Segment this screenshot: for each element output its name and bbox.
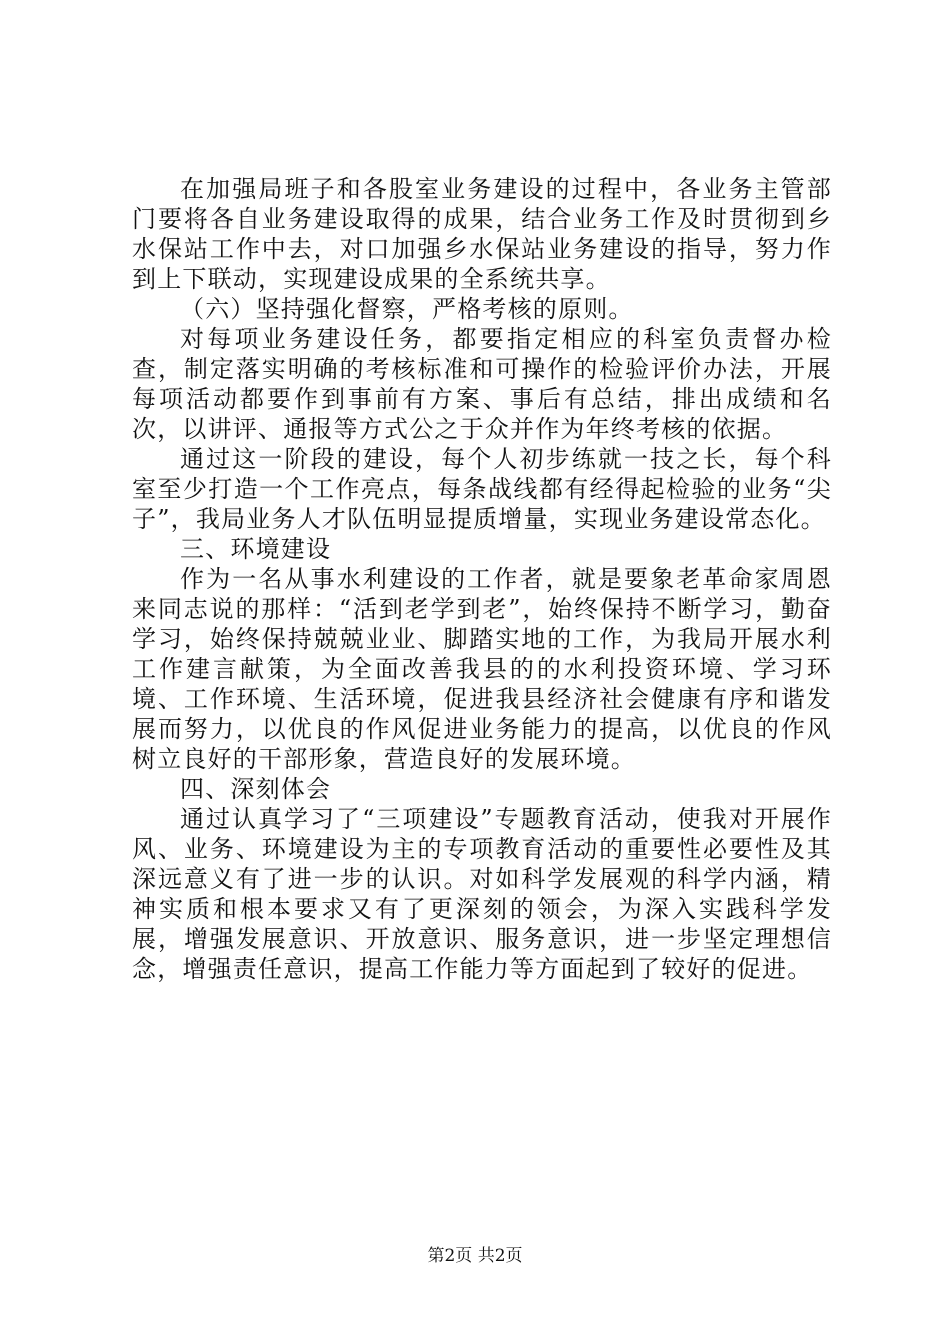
page-footer: 第2页 共2页 [427,1246,523,1266]
paragraph-reflection: 通过认真学习了“三项建设”专题教育活动，使我对开展作风、业务、环境建设为主的专项教育活动的重要性必要性及其深远意义有了进一步的认识。对如科学发展观的科学内涵，精神实质和根本要求又有了更深刻的领会，为深入实践科学发展，增强发展意识、开放意识、服务意识，进一步坚定理想信念，增强责任意识，提高工作能力等方面起到了较好的促进。 [132,805,832,983]
document-body [132,174,832,984]
section-heading-reflection: 四、深刻体会 [180,775,332,803]
paragraph-stage-results: 通过这一阶段的建设，每个人初步练就一技之长，每个科室至少打造一个工作亮点，每条战线都有经得起检验的业务“尖子”，我局业务人才队伍明显提质增量，实现业务建设常态化。 [132,445,832,533]
section-heading-environment: 三、环境建设 [180,535,332,563]
paragraph-environment: 作为一名从事水利建设的工作者，就是要象老革命家周恩来同志说的那样：“活到老学到老”，始终保持不断学习，勤奋学习，始终保持兢兢业业、脚踏实地的工作，为我局开展水利工作建言献策，为全面改善我县的的水利投资环境、学习环境、工作环境、生活环境，促进我县经济社会健康有序和谐发展而努力，以优良的作风促进业务能力的提高，以优良的作风树立良好的干部形象，营造良好的发展环境。 [132,565,832,773]
paragraph-supervision: 对每项业务建设任务，都要指定相应的科室负责督办检查，制定落实明确的考核标准和可操作的检验评价办法，开展每项活动都要作到事前有方案、事后有总结，排出成绩和名次，以讲评、通报等方式公之于众并作为年终考核的依据。 [132,325,832,443]
paragraph-business-sharing: 在加强局班子和各股室业务建设的过程中，各业务主管部门要将各自业务建设取得的成果，结合业务工作及时贯彻到乡水保站工作中去，对口加强乡水保站业务建设的指导，努力作到上下联动，实现建设成果的全系统共享。 [132,175,832,293]
section-heading-principle-six: （六）坚持强化督察，严格考核的原则。 [180,295,634,323]
